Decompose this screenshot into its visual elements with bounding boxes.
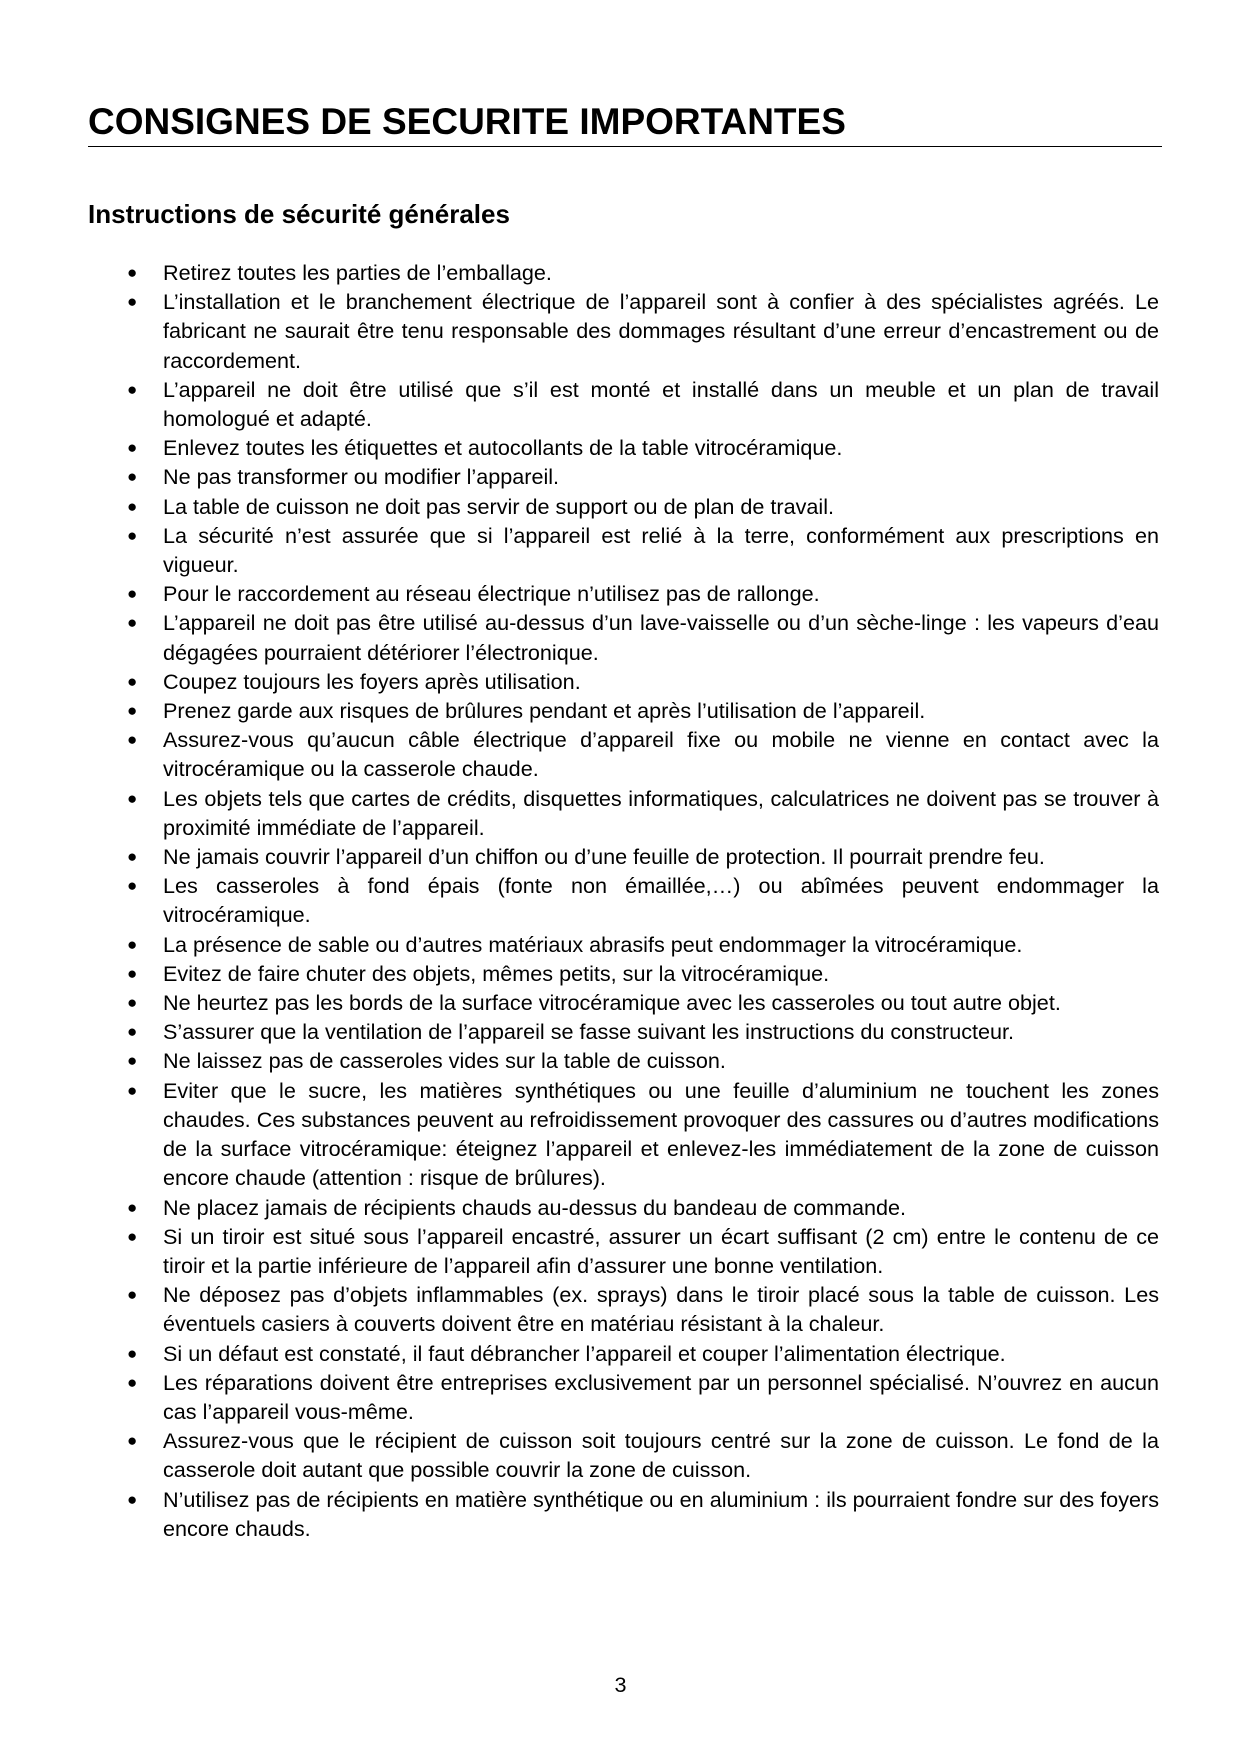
bullet-icon: ● <box>127 1489 138 1509</box>
list-item-text: S’assurer que la ventilation de l’appareil se fasse suivant les instructions du constructeur. <box>163 1019 1015 1045</box>
list-item-text: Coupez toujours les foyers après utilisation. <box>163 668 581 694</box>
list-item <box>124 696 1159 725</box>
list-item-text: Prenez garde aux risques de brûlures pendant et après l’utilisation de l’appareil. <box>163 698 926 724</box>
bullet-icon: ● <box>127 1080 138 1100</box>
list-item <box>124 521 1159 579</box>
list-item <box>124 287 1159 375</box>
list-item <box>124 1339 1159 1368</box>
bullet-icon: ● <box>127 701 138 721</box>
list-item-text: L’installation et le branchement électrique de l’appareil sont à confier à des spécialistes agréés. Le fabricant ne saurait être tenu responsable des dommages résultant d’une erreur d’encastrement ou de raccordement. <box>163 289 1159 373</box>
list-item <box>124 1017 1159 1046</box>
list-item <box>124 1076 1159 1193</box>
bullet-icon: ● <box>127 1285 138 1305</box>
bullet-icon: ● <box>127 263 138 282</box>
list-item <box>124 959 1159 988</box>
list-item-text: Ne placez jamais de récipients chauds au-dessus du bandeau de commande. <box>163 1194 907 1220</box>
list-item <box>124 1222 1159 1280</box>
list-item-text: Ne pas transformer ou modifier l’appareil. <box>163 464 560 490</box>
bullet-icon: ● <box>127 993 138 1013</box>
list-item-text: Si un tiroir est situé sous l’appareil encastré, assurer un écart suffisant (2 cm) entre le contenu de ce tiroir et la partie inférieure de l’appareil afin d’assurer une bonne ventilation. <box>163 1223 1159 1278</box>
bullet-icon: ● <box>127 934 138 954</box>
list-item-text: Enlevez toutes les étiquettes et autocollants de la table vitrocéramique. <box>163 435 843 461</box>
page-title: CONSIGNES DE SECURITE IMPORTANTES <box>88 98 1162 147</box>
list-item <box>124 1193 1159 1222</box>
bullet-icon: ● <box>127 1022 138 1042</box>
list-item <box>124 492 1159 521</box>
section-title: Instructions de sécurité générales <box>88 199 510 229</box>
list-item-text: Les casseroles à fond épais (fonte non émaillée,…) ou abîmées peuvent endommager la vitrocéramique. <box>163 873 1159 928</box>
list-item-text: Retirez toutes les parties de l’emballage. <box>163 260 552 285</box>
list-item <box>124 1046 1159 1075</box>
bullet-icon: ● <box>127 730 138 750</box>
list-item <box>124 667 1159 696</box>
list-item <box>124 375 1159 433</box>
list-item-text: Ne heurtez pas les bords de la surface vitrocéramique avec les casseroles ou tout autre objet. <box>163 990 1061 1016</box>
list-item-text: Assurez-vous qu’aucun câble électrique d’appareil fixe ou mobile ne vienne en contact avec la vitrocéramique ou la casserole chaude. <box>163 727 1159 782</box>
list-item-text: L’appareil ne doit être utilisé que s’il est monté et installé dans un meuble et un plan de travail homologué et adapté. <box>163 376 1159 432</box>
bullet-icon: ● <box>127 467 138 487</box>
list-item-text: Pour le raccordement au réseau électrique n’utilisez pas de rallonge. <box>163 581 820 607</box>
bullet-icon: ● <box>127 1051 138 1071</box>
list-item <box>124 1368 1159 1426</box>
bullet-icon: ● <box>127 1226 138 1246</box>
list-item <box>124 1485 1159 1543</box>
bullet-icon: ● <box>127 671 138 691</box>
list-item-text: Si un défaut est constaté, il faut débrancher l’appareil et couper l’alimentation électrique. <box>163 1340 1006 1366</box>
list-item-text: Ne jamais couvrir l’appareil d’un chiffon ou d’une feuille de protection. Il pourrait prendre feu. <box>163 844 1045 870</box>
safety-instructions-list <box>124 258 1159 1543</box>
bullet-icon: ● <box>127 525 138 545</box>
list-item <box>124 608 1159 666</box>
list-item-text: Evitez de faire chuter des objets, mêmes petits, sur la vitrocéramique. <box>163 960 830 986</box>
list-item <box>124 1280 1159 1338</box>
bullet-icon: ● <box>127 584 138 604</box>
list-item-text: La sécurité n’est assurée que si l’appareil est relié à la terre, conformément aux prescriptions en vigueur. <box>163 522 1159 578</box>
list-item <box>124 579 1159 608</box>
list-item <box>124 1426 1159 1484</box>
bullet-icon: ● <box>127 1197 138 1217</box>
list-item-text: L’appareil ne doit pas être utilisé au-dessus d’un lave-vaisselle ou d’un sèche-linge : les vapeurs d’eau dégagées pourraient détériorer l’électronique. <box>163 610 1159 665</box>
bullet-icon: ● <box>127 876 138 896</box>
bullet-icon: ● <box>127 963 138 983</box>
bullet-icon: ● <box>127 438 138 458</box>
list-item-text: La table de cuisson ne doit pas servir de support ou de plan de travail. <box>163 493 835 519</box>
list-item-text: Eviter que le sucre, les matières synthétiques ou une feuille d’aluminium ne touchent les zones chaudes. Ces substances peuvent au refroidissement provoquer des cassures ou d’autres modifications de la surface vitrocéramique: éteignez l’appareil et enlevez-les immédiatement de la zone de cuisson encore chaude (attention : risque de brûlures). <box>163 1077 1159 1191</box>
list-item-text: Les objets tels que cartes de crédits, disquettes informatiques, calculatrices ne doivent pas se trouver à proximité immédiate de l’appareil. <box>163 785 1159 840</box>
bullet-icon: ● <box>127 496 138 516</box>
list-item <box>124 930 1159 959</box>
list-item-text: Les réparations doivent être entreprises exclusivement par un personnel spécialisé. N’ouvrez en aucun cas l’appareil vous-même. <box>163 1369 1159 1424</box>
list-item-text: Ne déposez pas d’objets inflammables (ex. sprays) dans le tiroir placé sous la table de cuisson. Les éventuels casiers à couverts doivent être en matériau résistant à la chaleur. <box>163 1282 1159 1337</box>
page-number: 3 <box>614 1672 627 1697</box>
bullet-icon: ● <box>127 788 138 808</box>
list-item <box>124 842 1159 871</box>
list-item <box>124 725 1159 783</box>
list-item-text: La présence de sable ou d’autres matériaux abrasifs peut endommager la vitrocéramique. <box>163 931 1023 957</box>
list-item <box>124 258 1159 287</box>
bullet-icon: ● <box>127 1431 138 1451</box>
bullet-icon: ● <box>127 1343 138 1363</box>
list-item <box>124 871 1159 929</box>
bullet-icon: ● <box>127 613 138 633</box>
list-item <box>124 988 1159 1017</box>
list-item-text: Ne laissez pas de casseroles vides sur la table de cuisson. <box>163 1048 726 1074</box>
bullet-icon: ● <box>127 847 138 867</box>
list-item <box>124 462 1159 491</box>
bullet-icon: ● <box>127 379 138 399</box>
bullet-icon: ● <box>127 292 138 312</box>
list-item-text: N’utilisez pas de récipients en matière synthétique ou en aluminium : ils pourraient fondre sur des foyers encore chauds. <box>163 1486 1159 1541</box>
list-item <box>124 784 1159 842</box>
list-item <box>124 433 1159 462</box>
list-item-text: Assurez-vous que le récipient de cuisson soit toujours centré sur la zone de cuisson. Le fond de la casserole doit autant que possible couvrir la zone de cuisson. <box>163 1428 1159 1483</box>
bullet-icon: ● <box>127 1372 138 1392</box>
